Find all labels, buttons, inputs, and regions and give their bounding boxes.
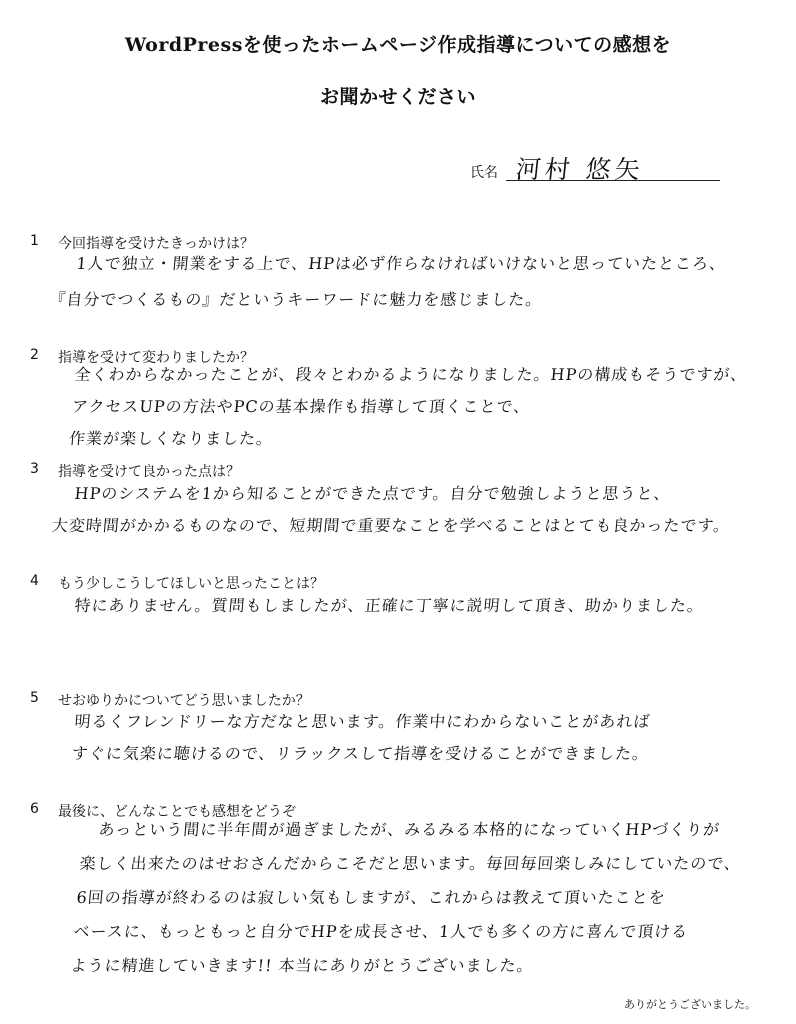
answer-line: アクセスUPの方法やPCの基本操作も指導して頂くことで、 <box>71 397 532 416</box>
answer-5 <box>70 706 653 770</box>
answer-4 <box>73 590 705 622</box>
question-text: もう少しこうしてほしいと思ったことは？ <box>58 576 324 592</box>
answer-line: 作業が楽しくなりました。 <box>68 429 274 448</box>
question-number: 2 <box>30 347 39 363</box>
question-number: 3 <box>30 461 39 477</box>
question-text: 指導を受けて良かった点は？ <box>58 464 240 480</box>
answer-line: すぐに気楽に聴けるので、リラックスして指導を受けることができました。 <box>71 744 650 763</box>
answer-line: 『自分でつくるもの』だというキーワードに魅力を感じました。 <box>48 290 544 309</box>
closing-thanks: ありがとうございました。 <box>624 998 756 1011</box>
answer-line: 1人で独立・開業をする上で、HPは必ず作らなければいけないと思っていたところ、 <box>75 254 727 273</box>
answer-1 <box>48 246 728 318</box>
answer-6 <box>69 813 745 983</box>
answer-line: 楽しく出来たのはせおさんだからこそだと思います。毎回毎回楽しみにしていたので、 <box>78 854 742 873</box>
answer-line: 大変時間がかかるものなので、短期間で重要なことを学べることはとても良かったです。 <box>51 516 732 535</box>
answer-line: 明るくフレンドリーな方だなと思います。作業中にわからないことがあれば <box>73 712 652 731</box>
answer-line: 6回の指導が終わるのは寂しい気もしますが、これからは教えて頂いたことを <box>75 888 667 907</box>
answer-line: HPのシステムを1から知ることができた点です。自分で勉強しようと思うと、 <box>73 484 672 503</box>
question-number: 1 <box>30 233 39 249</box>
answer-2 <box>68 359 749 455</box>
name-label: 氏名 <box>470 165 498 181</box>
answer-line: 全くわからなかったことが、段々とわかるようになりました。HPの構成もそうですが、 <box>73 365 749 384</box>
question-number: 5 <box>30 690 39 706</box>
answer-3 <box>51 478 734 542</box>
question-text: せおゆりかについてどう思いましたか？ <box>58 693 310 709</box>
answer-line: ように精進していきます!! 本当にありがとうございました。 <box>69 956 535 975</box>
question-text: 今回指導を受けたきっかけは？ <box>58 236 254 252</box>
answer-line: 特にありません。質問もしましたが、正確に丁寧に説明して頂き、助かりました。 <box>73 596 705 615</box>
answer-line: あっという間に半年間が過ぎましたが、みるみる本格的になっていくHPづくりが <box>97 820 721 839</box>
question-number: 6 <box>30 801 39 817</box>
question-text: 最後に、どんなことでも感想をどうぞ <box>58 804 296 820</box>
form-title-line-1: WordPressを使ったホームページ作成指導についての感想を <box>124 34 672 56</box>
form-title-line-2: お聞かせください <box>319 86 476 108</box>
question-number: 4 <box>30 573 39 589</box>
name-handwritten: 河村 悠矢 <box>514 155 646 184</box>
name-field <box>470 156 720 182</box>
question-text: 指導を受けて変わりましたか？ <box>58 350 254 366</box>
answer-line: ベースに、もっともっと自分でHPを成長させ、1人でも多くの方に喜んで頂ける <box>72 922 690 941</box>
